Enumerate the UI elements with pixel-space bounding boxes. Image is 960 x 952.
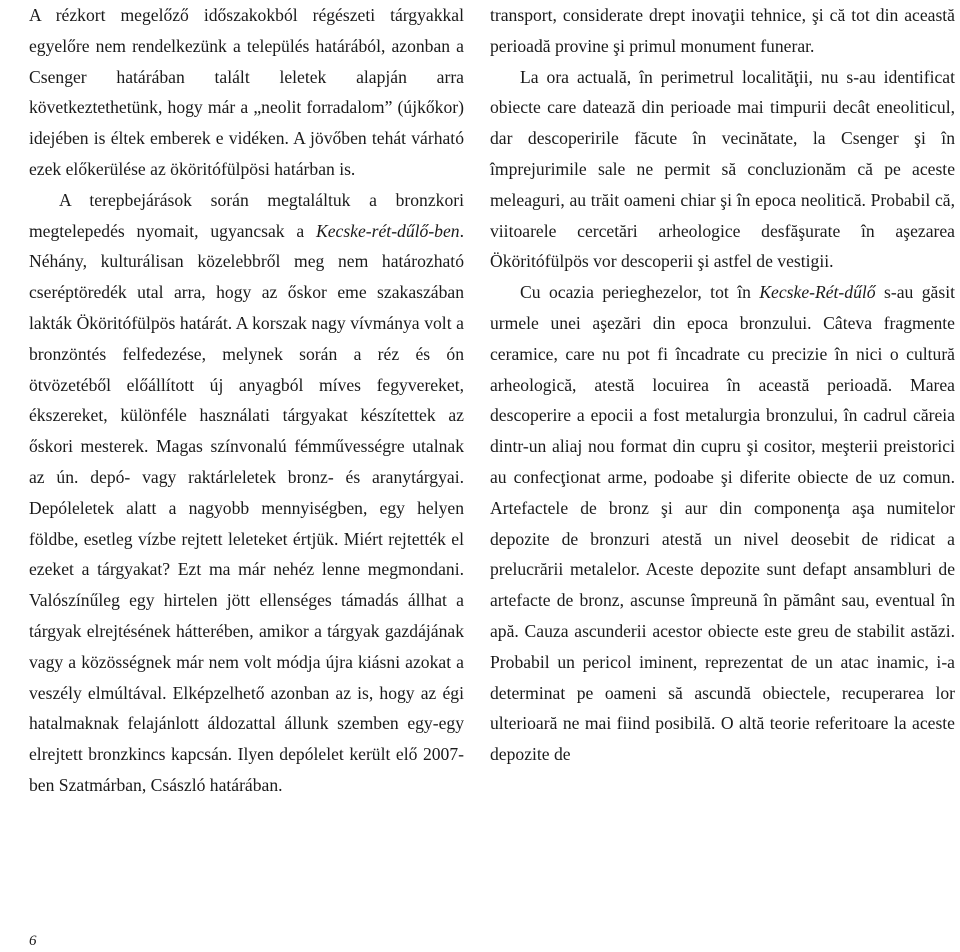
hungarian-column <box>29 0 464 801</box>
hu-paragraph-2-start: A terepbejárások során megtaláltuk a bronzkori megtelepedés nyomait, ugyancsak a <box>29 189 464 241</box>
romanian-column <box>490 0 955 770</box>
hu-paragraph-2 <box>29 185 464 801</box>
ro-paragraph-1: transport, considerate drept inovaţii tehnice, şi că tot din această perioadă provine şi primul monument funerar. <box>490 5 955 56</box>
ro-paragraph-3-start: Cu ocazia perieghezelor, tot în <box>520 282 760 303</box>
ro-paragraph-3 <box>490 277 955 770</box>
page-number: 6 <box>29 933 37 949</box>
ro-paragraph-2: La ora actuală, în perimetrul localităţii, nu s-au identificat obiecte care datează din perioade mai timpurii decât eneoliticul, dar descoperirile făcute în vecinătate, la Csenger şi în împrejurimile sale ne permit să concluzionăm că pe aceste meleaguri, au trăit oameni chiar şi în epoca neolitică. Probabil că, viitoarele cercetări arheologice desfăşurate în aşezarea Ököritófülpös vor descoperii şi astfel de vestigii. <box>490 66 955 272</box>
hu-paragraph-2-rest: . Néhány, kulturálisan közelebbről meg nem határozható cseréptöredék utal arra, hogy az őskor eme szakaszában lakták Ököritófülpös határát. A korszak nagy vívmánya volt a bronzöntés felfedezése, melynek során a réz és ón ötvözetéből előállított új anyagból míves fegyvereket, ékszereket, különféle használati tárgyakat készítettek az őskori mesterek. Magas színvonalú fémművességre utalnak az ún. depó- vagy raktárleletek bronz- és aranytárgyai. Depóleletek alatt a nagyobb mennyiségben, egy helyen földbe, esetleg vízbe rejtett leleteket értjük. Miért rejtették el ezeket a tárgyakat? Ezt ma már nehéz lenne megmondani. Valószínűleg egy hirtelen jött ellenséges támadás állhat a tárgyak elrejtésének hátterében, amikor a tárgyak gazdájának vagy a közösségnek már nem volt módja újra kiásni azokat a veszély elmúltával. Elképzelhető azonban az is, hogy az égi hatalmaknak felajánlott áldozattal állunk szemben egy-egy elrejtett bronzkincs kapcsán. Ilyen depólelet került elő 2007-ben Szatmárban, Császló határában. <box>29 220 464 795</box>
ro-paragraph-3-rest: s-au găsit urmele unei aşezări din epoca bronzului. Câteva fragmente ceramice, care nu pot fi încadrate cu precizie în nici o cultură arheologică, atestă locuirea în această perioadă. Marea descoperire a epocii a fost metalurgia bronzului, în cadrul căreia dintr-un aliaj nou format din cupru şi cositor, meşterii preistorici au confecţionat arme, podoabe şi diferite obiecte de uz comun. Artefactele de bronz şi aur din componenţa aşa numitelor depozite de bronzuri atestă un nivel deosebit de ridicat a prelucrării metalelor. Aceste depozite sunt defapt ansambluri de artefacte de bronz, ascunse împreună în pământ sau, eventual în apă. Cauza ascunderii acestor obiecte este greu de stabilit astăzi. Probabil un pericol iminent, reprezentat de un atac inamic, i-a determinat pe oameni să ascundă obiectele, recuperarea lor ulterioară ne mai fiind posibilă. O altă teorie referitoare la aceste depozite de <box>490 282 955 765</box>
hu-place-name: Kecske-rét-dűlő-ben <box>315 220 460 241</box>
hu-paragraph-1: A rézkort megelőző időszakokból régészeti tárgyakkal egyelőre nem rendelkezünk a település határából, azonban a Csenger határában talált leletek alapján arra következtethetünk, hogy már a „neolit forradalom” (újkőkor) idejében is éltek emberek e vidéken. A jövőben tehát várható ezek előkerülése az ököritófülpösi határban is. <box>29 5 464 179</box>
ro-place-name: Kecske-Rét-dűlő <box>759 282 876 303</box>
